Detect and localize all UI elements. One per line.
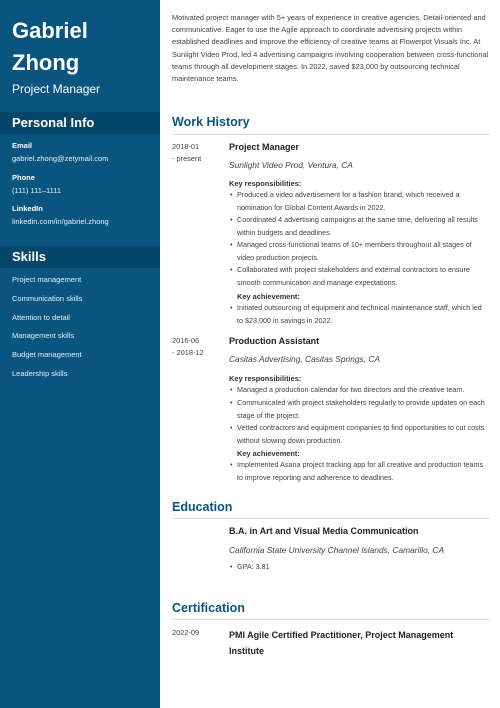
- list-item-text: Communicated with project stakeholders regularly to provide updates on each stage of the project.: [237, 398, 485, 420]
- list-item: [229, 422, 487, 447]
- list-item-text: Coordinated 4 advertising campaigns at the same time, delivering all results within budgets and deadlines.: [237, 215, 478, 237]
- bullet-icon: •: [230, 460, 233, 469]
- gpa-value: GPA: 3.81: [237, 562, 270, 571]
- degree-title: B.A. in Art and Visual Media Communication: [229, 526, 419, 536]
- achievement-label: Key achievement:: [237, 292, 300, 301]
- list-item: [229, 264, 487, 289]
- job-dates: [172, 335, 204, 359]
- job-date-end: - present: [172, 154, 202, 163]
- school-name: California State University Channel Islands, Camarillo, CA: [229, 545, 445, 555]
- list-item-text: Collaborated with project stakeholders and external contractors to ensure smooth communication and manage expectations.: [237, 265, 470, 287]
- email-value[interactable]: gabriel.zhong@zetymail.com: [12, 154, 109, 163]
- bullet-icon: •: [230, 240, 233, 249]
- skill-item: Communication skills: [12, 294, 83, 303]
- bullet-icon: •: [230, 562, 233, 571]
- work-history-heading: Work History: [172, 115, 250, 129]
- list-item: [229, 302, 487, 327]
- skill-item: Project management: [12, 275, 82, 284]
- personal-info-heading: Personal Info: [0, 112, 160, 134]
- phone-value[interactable]: (111) 111–1111: [12, 186, 62, 195]
- job-date-start: 2018-01: [172, 142, 200, 151]
- main-content: [160, 0, 500, 708]
- skill-item: Leadership skills: [12, 369, 68, 378]
- certification-title: PMI Agile Certified Practitioner, Project Management Institute: [229, 630, 454, 656]
- linkedin-value[interactable]: linkedin.com/in/gabriel.zhong: [12, 217, 109, 226]
- skill-item: Management skills: [12, 331, 75, 340]
- bullet-icon: •: [230, 265, 233, 274]
- list-item-text: Managed a production calendar for two directors and the creative team.: [237, 385, 465, 394]
- job-company: Casitas Advertising, Casitas Springs, CA: [229, 354, 380, 364]
- list-item: [229, 214, 487, 239]
- list-item: [229, 459, 487, 484]
- list-item-text: Implemented Asana project tracking app for all creative and production teams to improve reporting and adherence to deadlines.: [237, 460, 484, 482]
- first-name: Gabriel: [12, 18, 88, 43]
- list-item: [229, 384, 487, 397]
- skills-heading: Skills: [0, 246, 160, 268]
- job-role: Project Manager: [12, 82, 101, 96]
- candidate-name: [12, 15, 152, 79]
- bullet-icon: •: [230, 423, 233, 432]
- education-heading: Education: [172, 500, 233, 514]
- list-item-text: Vetted contractors and equipment companies to find opportunities to cut costs without slowing down production.: [237, 423, 485, 445]
- section-divider: [172, 518, 490, 519]
- section-divider: [172, 619, 490, 620]
- email-label: Email: [12, 141, 33, 150]
- job-date-start: 2016-06: [172, 336, 200, 345]
- responsibilities-label: Key responsibilities:: [229, 179, 302, 188]
- bullet-icon: •: [230, 190, 233, 199]
- job-company: Sunlight Video Prod, Ventura, CA: [229, 160, 353, 170]
- sidebar: [0, 0, 160, 708]
- skill-item: Attention to detail: [12, 313, 70, 322]
- list-item: [229, 239, 487, 264]
- achievement-label: Key achievement:: [237, 449, 300, 458]
- bullet-icon: •: [230, 398, 233, 407]
- list-item: [229, 397, 487, 422]
- job-dates: [172, 141, 201, 165]
- responsibilities-label: Key responsibilities:: [229, 374, 302, 383]
- phone-label: Phone: [12, 173, 35, 182]
- linkedin-label: LinkedIn: [12, 204, 43, 213]
- list-item-text: Produced a video advertisement for a fashion brand, which received a nomination for Global Content Awards in 2022.: [237, 190, 460, 212]
- list-item-text: Managed cross-functional teams of 10+ members throughout all stages of video production projects.: [237, 240, 472, 262]
- bullet-icon: •: [230, 303, 233, 312]
- bullet-icon: •: [230, 215, 233, 224]
- list-item: [229, 561, 487, 574]
- list-item-text: Initiated outsourcing of equipment and technical maintenance staff, which led to $23,000 in savings in 2022.: [237, 303, 482, 325]
- job-title: Production Assistant: [229, 336, 320, 346]
- skill-item: Budget management: [12, 350, 82, 359]
- certification-heading: Certification: [172, 601, 245, 615]
- professional-summary: Motivated project manager with 5+ years of experience in creative agencies. Detail-oriented and communicative. Eager to use the Agile approach to coordinate advertising projects within established deadlines and improve the efficiency of creative teams at Flowerpot Visuals Inc. At Sunlight Video Prod, led 4 advertising campaigns involving cooperation between cross-functional teams through all development stages. In 2022, saved $23,000 by outsourcing technical maintenance teams.: [172, 13, 489, 84]
- list-item: [229, 189, 487, 214]
- job-title: Project Manager: [229, 142, 300, 152]
- certification-date: 2022-09: [172, 628, 200, 637]
- bullet-icon: •: [230, 385, 233, 394]
- section-divider: [172, 134, 490, 135]
- job-date-end: - 2018-12: [172, 348, 204, 357]
- last-name: Zhong: [12, 50, 80, 75]
